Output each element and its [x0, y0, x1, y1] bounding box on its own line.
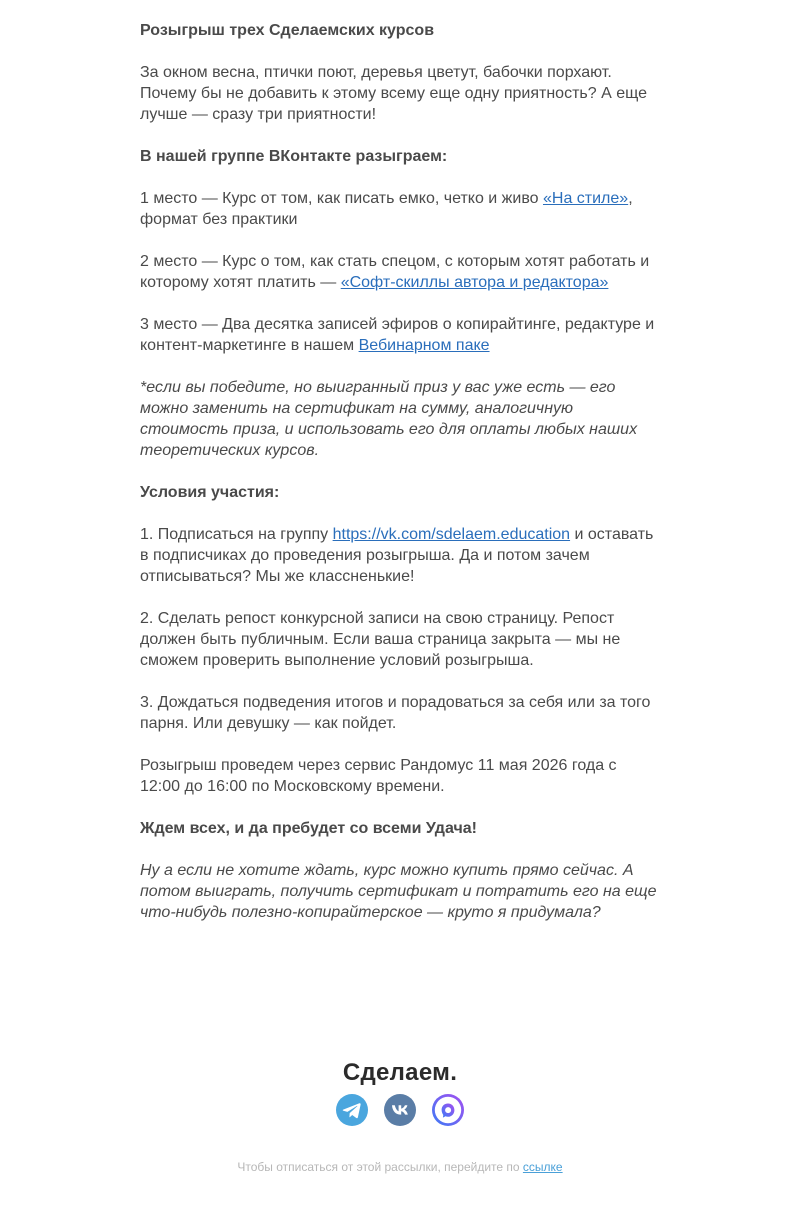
prize-2-link[interactable]: «Софт-скиллы автора и редактора» — [340, 274, 609, 291]
prize-2: 2 место — Курс о том, как стать спецом, с которым хотят работать и которому хотят платить — «Софт-скиллы автора и редактора» — [140, 253, 650, 291]
prize-1-link[interactable]: «На стиле» — [542, 190, 629, 207]
prize-note: *если вы победите, но выигранный приз у вас уже есть — его можно заменить на сертификат на сумму, аналогичную стоимость приза, и использовать его для оплаты любых наших теоретических курсов. — [140, 379, 638, 459]
wish-text: Ждем всех, и да пребудет со всеми Удача! — [140, 820, 477, 837]
footer — [0, 1060, 800, 1128]
intro-paragraph: За окном весна, птички поют, деревья цветут, бабочки порхают. Почему бы не добавить к этому всему еще одну приятность? А еще лучше — сразу три приятности! — [140, 64, 647, 123]
email-body — [140, 20, 660, 944]
telegram-icon[interactable] — [336, 1094, 368, 1126]
conditions-heading: Условия участия: — [140, 484, 280, 501]
unsubscribe-line — [0, 1159, 800, 1175]
vk-icon[interactable] — [384, 1094, 416, 1126]
closing-text: Ну а если не хотите ждать, курс можно купить прямо сейчас. А потом выиграть, получить сертификат и потратить его на еще что-нибудь полезно-копирайтерское — круто я придумала? — [140, 862, 657, 921]
vk-group-link[interactable]: https://vk.com/sdelaem.education — [332, 526, 571, 543]
condition-3: 3. Дождаться подведения итогов и порадоваться за себя или за того парня. Или девушку — как пойдет. — [140, 694, 651, 732]
draw-info: Розыгрыш проведем через сервис Рандомус 11 мая 2026 года с 12:00 до 16:00 по Московскому времени. — [140, 757, 617, 795]
condition-1: 1. Подписаться на группу https://vk.com/sdelaem.education и оставать в подписчиках до проведения розыгрыша. Да и потом зачем отписываться? Мы же классненькие! — [140, 526, 654, 585]
prize-1: 1 место — Курс от том, как писать емко, четко и живо «На стиле», формат без практики — [140, 190, 633, 228]
prize-3: 3 место — Два десятка записей эфиров о копирайтинге, редактуре и контент-маркетинге в нашем Вебинарном паке — [140, 316, 655, 354]
prize-3-link[interactable]: Вебинарном паке — [358, 337, 490, 354]
social-icons — [0, 1094, 800, 1128]
condition-2: 2. Сделать репост конкурсной записи на свою страницу. Репост должен быть публичным. Если ваша страница закрыта — мы не сможем проверить выполнение условий розыгрыша. — [140, 610, 621, 669]
email-title: Розыгрыш трех Сделаемских курсов — [140, 22, 435, 39]
unsubscribe-text: Чтобы отписаться от этой рассылки, перейдите по — [237, 1160, 523, 1174]
group-heading: В нашей группе ВКонтакте разыграем: — [140, 148, 448, 165]
brand-logo: Сделаем. — [342, 1059, 458, 1086]
unsubscribe-link[interactable]: ссылке — [522, 1160, 563, 1174]
max-messenger-icon[interactable] — [432, 1094, 464, 1126]
